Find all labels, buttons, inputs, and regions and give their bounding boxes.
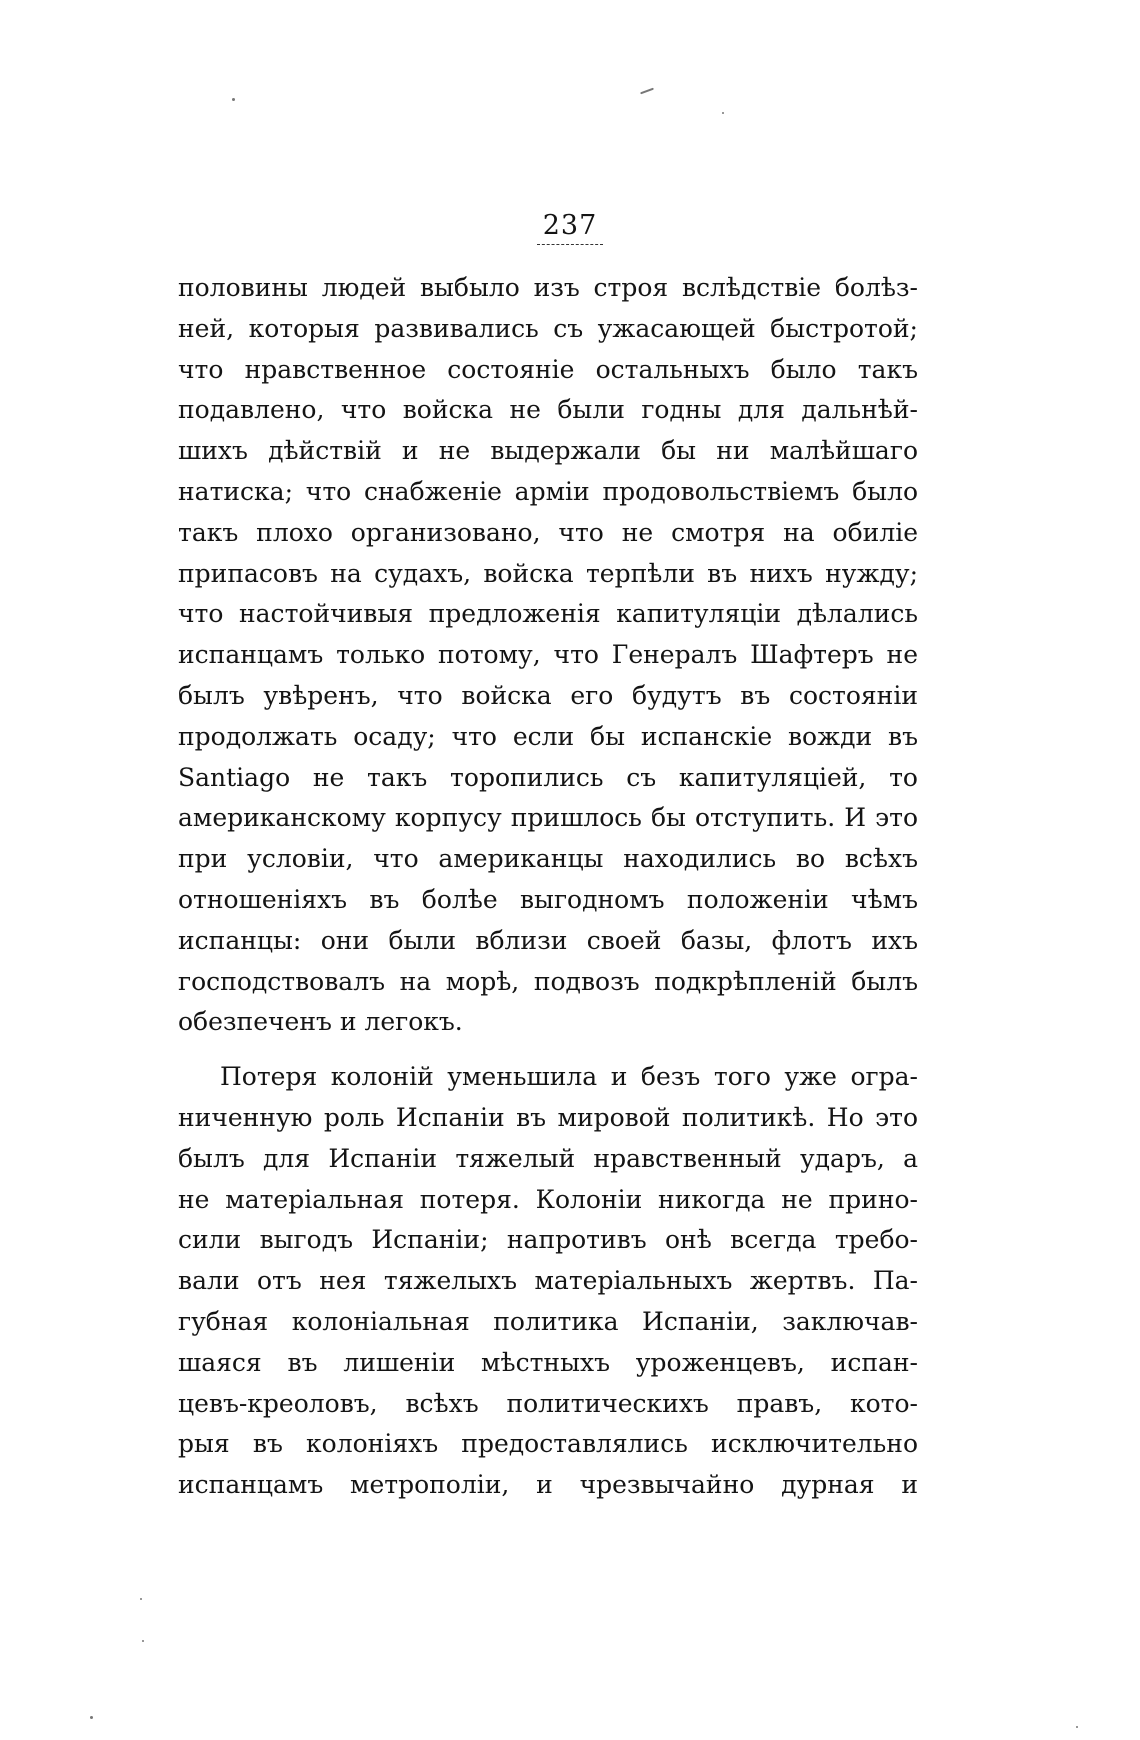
text-line: что нравственное состояніе остальныхъ было такъ bbox=[178, 354, 918, 384]
text-line: сили выгодъ Испаніи; напротивъ онѣ всегда требо- bbox=[178, 1225, 918, 1255]
text-line: цевъ-креоловъ, всѣхъ политическихъ правъ, кото- bbox=[178, 1388, 918, 1418]
paragraph-2 bbox=[178, 1057, 918, 1506]
text-line: продолжать осаду; что если бы испанскіе вожди въ bbox=[178, 721, 918, 751]
page-number bbox=[0, 210, 1140, 245]
text-line: Потеря колоній уменьшила и безъ того уже огра- bbox=[220, 1062, 918, 1092]
text-line: Santiago не такъ торопились съ капитуляціей, то bbox=[178, 762, 918, 792]
text-line: былъ увѣренъ, что войска его будутъ въ состояніи bbox=[178, 680, 918, 710]
text-line: не матеріальная потеря. Колоніи никогда не прино- bbox=[178, 1184, 918, 1214]
text-line: при условіи, что американцы находились во всѣхъ bbox=[178, 844, 918, 874]
text-line: такъ плохо организовано, что не смотря на обиліе bbox=[178, 517, 918, 547]
text-line: половины людей выбыло изъ строя вслѣдствіе болѣз- bbox=[178, 273, 918, 302]
text-line: американскому корпусу пришлось бы отступить. И это bbox=[178, 803, 918, 833]
scan-speck bbox=[232, 98, 235, 101]
text-line: припасовъ на судахъ, войска терпѣли въ нихъ нужду; bbox=[178, 558, 918, 588]
text-line: отношеніяхъ въ болѣе выгодномъ положеніи чѣмъ bbox=[178, 884, 918, 914]
text-line: господствовалъ на морѣ, подвозъ подкрѣпленій былъ bbox=[178, 966, 918, 996]
text-line: вали отъ нея тяжелыхъ матеріальныхъ жертвъ. Па- bbox=[178, 1266, 918, 1296]
text-line: былъ для Испаніи тяжелый нравственный ударъ, а bbox=[178, 1143, 918, 1173]
text-line: натиска; что снабженіе арміи продовольствіемъ было bbox=[178, 476, 918, 506]
scan-speck bbox=[142, 1640, 144, 1642]
scan-speck bbox=[140, 1598, 142, 1600]
text-line: шихъ дѣйствій и не выдержали бы ни малѣйшаго bbox=[178, 436, 918, 466]
scan-speck bbox=[90, 1716, 93, 1719]
paragraph-gap bbox=[178, 1043, 918, 1057]
scan-speck bbox=[640, 88, 654, 95]
text-line: подавлено, что войска не были годны для дальнѣй- bbox=[178, 395, 918, 425]
body-text bbox=[178, 268, 918, 1506]
text-line: обезпеченъ и легокъ. bbox=[178, 1007, 463, 1037]
text-line: испанцамъ только потому, что Генералъ Шафтеръ не bbox=[178, 640, 918, 670]
page-number-text: 237 bbox=[537, 210, 604, 245]
scan-speck bbox=[722, 112, 724, 114]
text-line: испанцы: они были вблизи своей базы, флотъ ихъ bbox=[178, 925, 918, 955]
scan-speck bbox=[1076, 1726, 1078, 1728]
paragraph-1 bbox=[178, 268, 918, 1043]
text-line: ней, которыя развивались съ ужасающей быстротой; bbox=[178, 313, 918, 343]
text-line: что настойчивыя предложенія капитуляціи дѣлались bbox=[178, 599, 918, 629]
text-line: рыя въ колоніяхъ предоставлялись исключительно bbox=[178, 1429, 918, 1459]
text-line: ниченную роль Испаніи въ мировой политикѣ. Но это bbox=[178, 1102, 918, 1132]
text-line: шаяся въ лишеніи мѣстныхъ уроженцевъ, испан- bbox=[178, 1347, 918, 1377]
text-line: испанцамъ метрополіи, и чрезвычайно дурная и bbox=[178, 1470, 918, 1500]
text-line: губная колоніальная политика Испаніи, заключав- bbox=[178, 1306, 918, 1336]
